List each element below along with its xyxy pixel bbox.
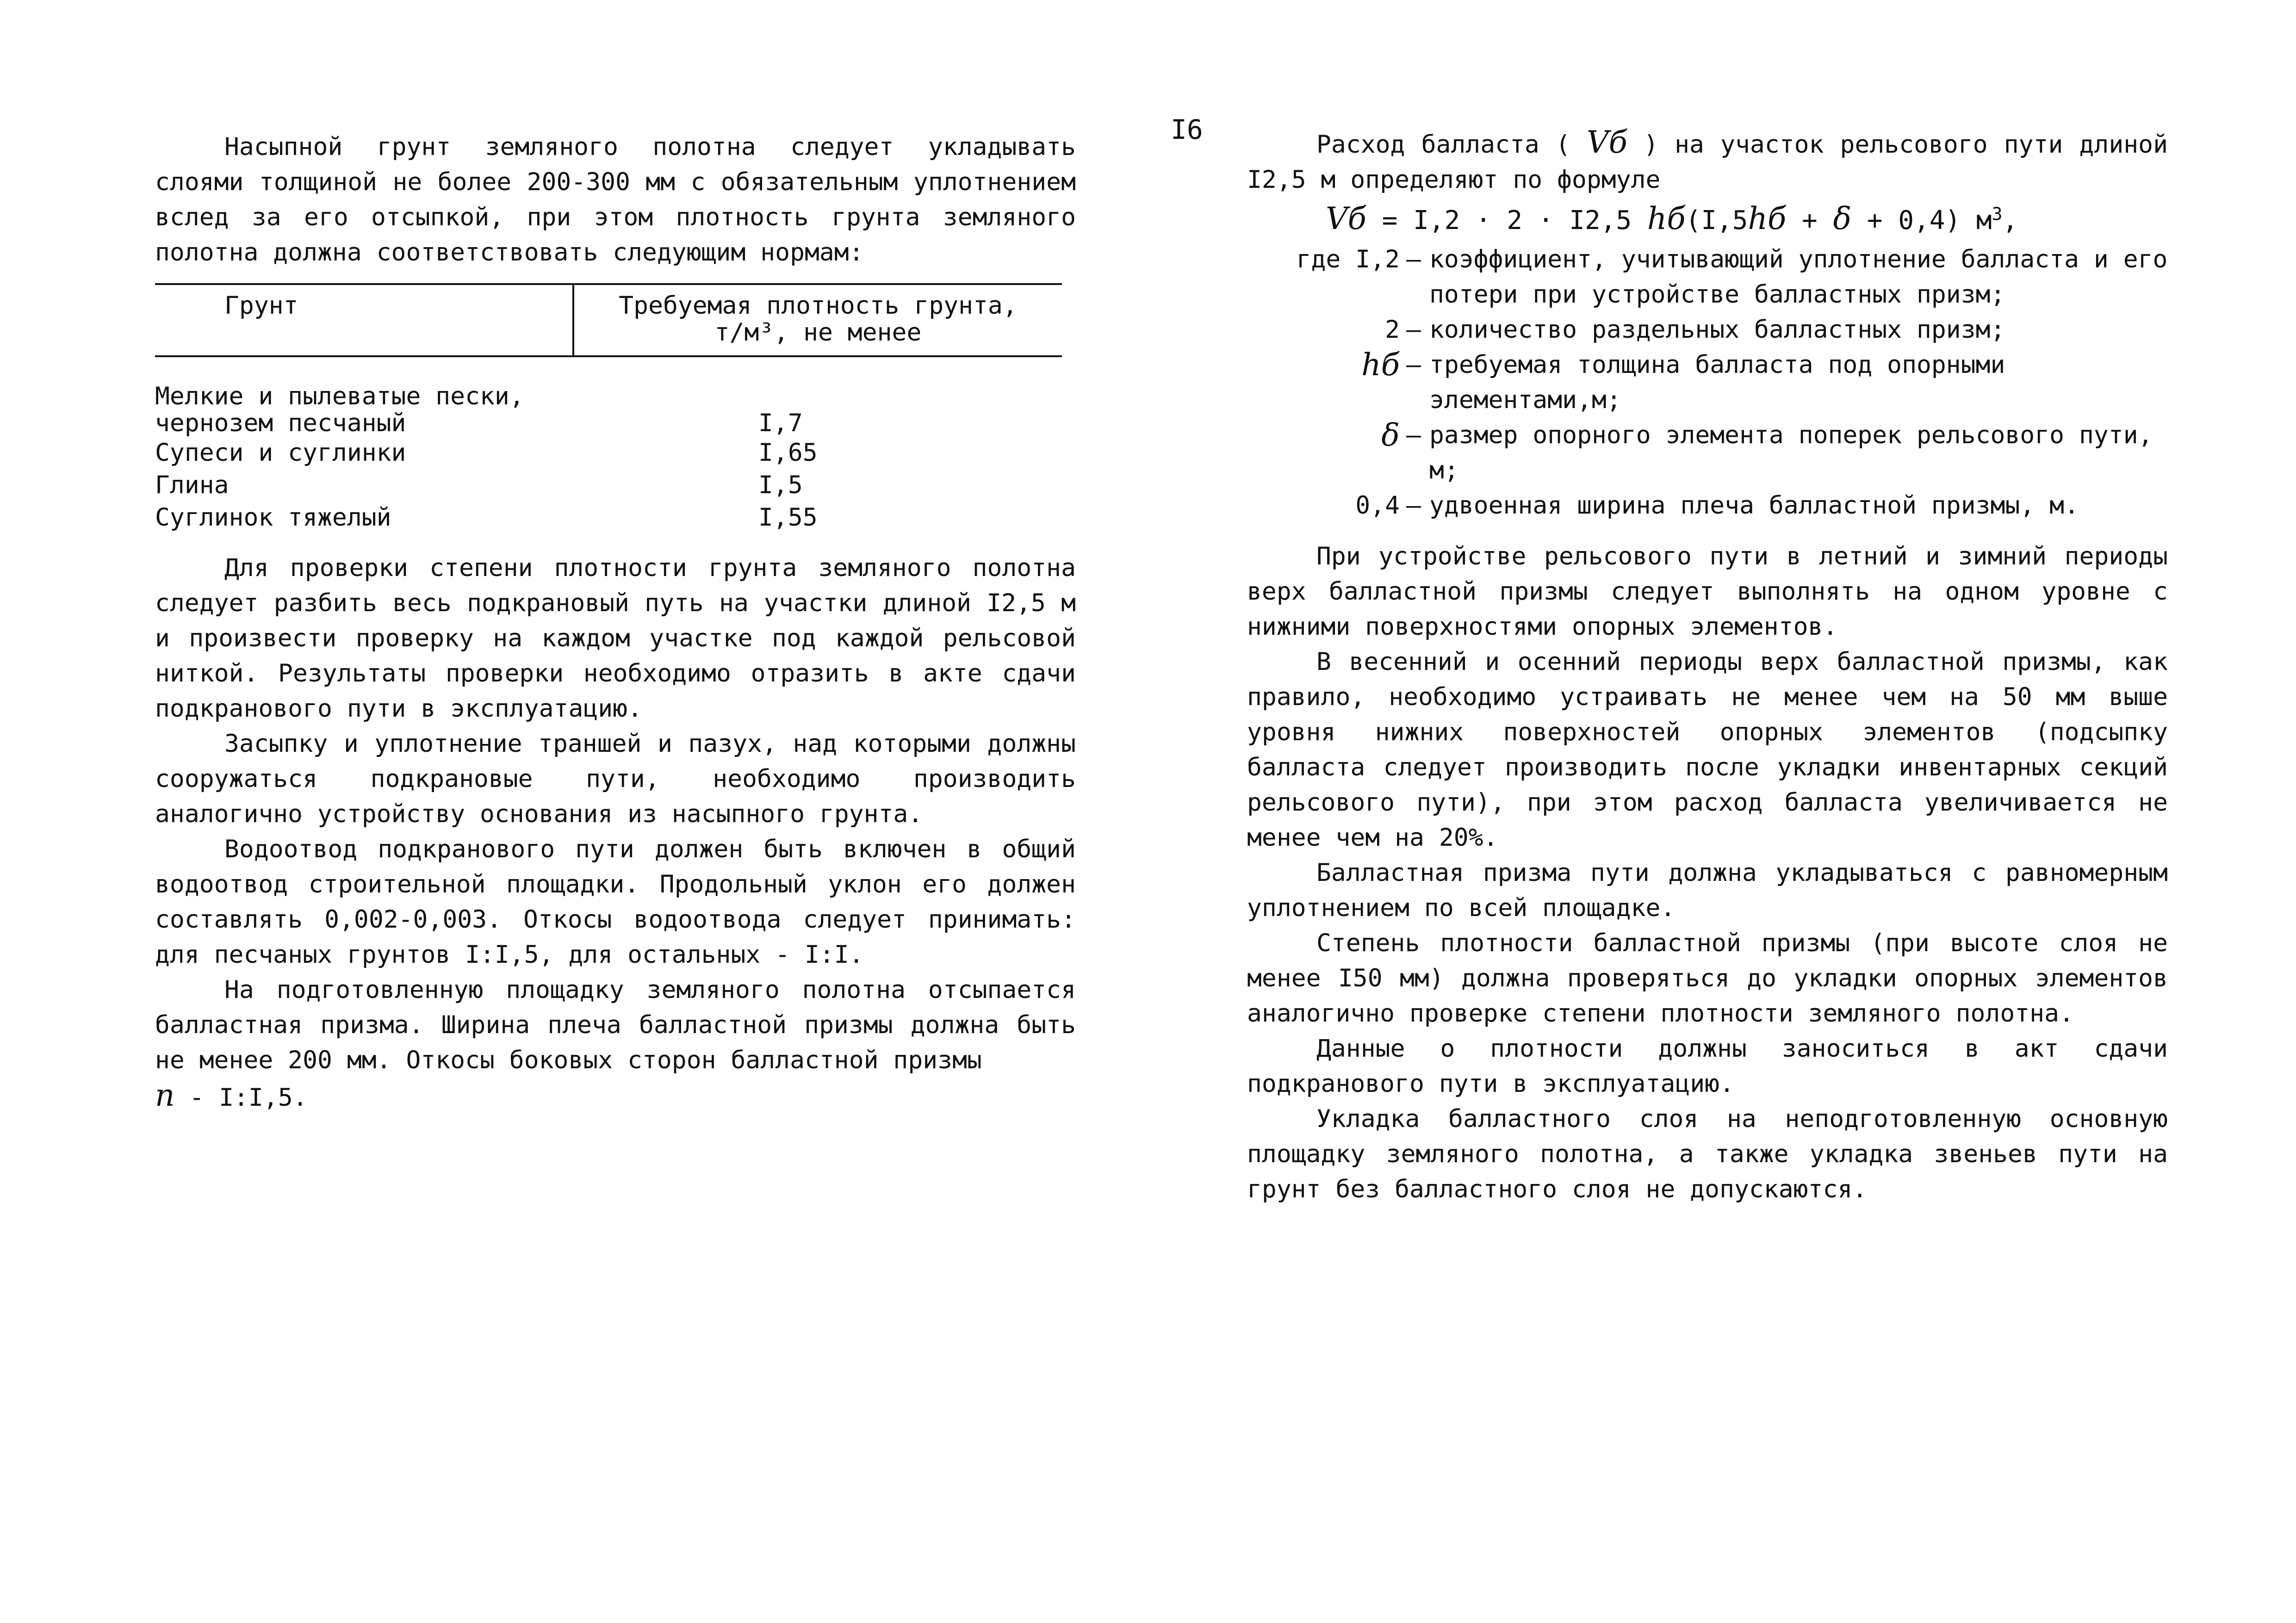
density-value: I,5	[758, 471, 803, 499]
definition-row	[1247, 312, 2168, 347]
paragraph-density-test: Степень плотности балластной призмы (при высоте слоя не менее I50 мм) должна проверяться до укладки опорных элементов аналогично проверке степени плотности земляного полотна.	[1247, 929, 2168, 1028]
definition-symbol: δ	[1381, 417, 1400, 453]
formula-plus: +	[1786, 205, 1833, 235]
header-soil: Грунт	[155, 284, 573, 356]
paragraph-ballast-prism	[155, 973, 1076, 1115]
formula-definitions	[1247, 242, 2168, 523]
formula-end: ,	[2002, 205, 2018, 235]
definition-dash: –	[1406, 421, 1421, 449]
definition-dash: –	[1406, 245, 1421, 273]
paragraph-ballast-consumption	[1247, 125, 2168, 198]
page-number: I6	[1171, 114, 1203, 145]
definition-symbol: hб	[1361, 347, 1400, 383]
spacer	[1247, 523, 2168, 539]
volume-symbol: Vб	[1587, 124, 1627, 160]
formula-lhs: Vб	[1326, 201, 1366, 236]
definition-text: коэффициент, учитывающий уплотнение балласта и его	[1429, 245, 2168, 273]
definition-row	[1247, 418, 2168, 488]
paragraph-compaction: Балластная призма пути должна укладываться с равномерным уплотнением по всей площадке.	[1247, 859, 2168, 922]
header-density-line1: Требуемая плотность грунта,	[619, 291, 1018, 320]
formula-h-symbol: hб	[1748, 201, 1787, 236]
soil-name: Глина	[155, 471, 229, 499]
header-density-line2: т/м³, не менее	[714, 318, 922, 347]
slope-value: - I:I,5.	[174, 1084, 308, 1112]
slope-symbol: n	[155, 1078, 175, 1113]
paragraph-spring-autumn: В весенний и осенний периоды верх балластной призмы, как правило, необходимо устраивать не менее чем на 50 мм выше уровня нижних поверхностей опорных элементов (подсыпку балласта следует производить после укладки инвентарных секций рельсового пути), при этом расход балласта увеличивается не менее чем на 20%.	[1247, 648, 2168, 852]
formula-h-symbol: hб	[1647, 201, 1686, 236]
table-row	[155, 356, 1062, 437]
definition-text: удвоенная ширина плеча балластной призмы, м.	[1429, 491, 2079, 520]
paragraph-density-check: Для проверки степени плотности грунта земляного полотна следует разбить весь подкрановый путь на участки длиной I2,5 м и произвести проверку на каждом участке под каждой рельсовой ниткой. Результаты проверки необходимо отразить в акте сдачи подкранового пути в эксплуатацию.	[155, 554, 1076, 723]
definition-text: требуемая толщина балласта под опорными элементами,м;	[1429, 351, 2005, 414]
definition-dash: –	[1406, 491, 1421, 520]
soil-density-table	[155, 283, 1062, 534]
paragraph-backfill: Засыпку и уплотнение траншей и пазух, над которыми должны сооружаться подкрановые пути, необходимо производить аналогично устройству основания из насыпного грунта.	[155, 730, 1076, 828]
paragraph-summer-winter: При устройстве рельсового пути в летний и зимний периоды верх балластной призмы следует выполнять на одном уровне с нижними поверхностями опорных элементов.	[1247, 542, 2168, 641]
definition-row	[1247, 347, 2168, 418]
soil-name: Суглинок тяжелый	[155, 503, 391, 532]
definition-text: размер опорного элемента поперек рельсового пути, м;	[1429, 421, 2153, 484]
header-density	[573, 284, 1062, 356]
soil-name-line1: Мелкие и пылеватые пески,	[155, 382, 524, 410]
symbol-value: I,2	[1355, 245, 1400, 273]
definition-continuation: потери при устройстве балластных призм;	[1429, 280, 2005, 309]
ballast-formula	[1326, 201, 2168, 238]
paragraph-fill-soil: Насыпной грунт земляного полотна следует укладывать слоями толщиной не более 200-300 мм с обязательным уплотнением вслед за его отсыпкой, при этом плотность грунта земляного полотна должна соответствовать следующим нормам:	[155, 133, 1076, 266]
density-value: I,65	[758, 439, 818, 467]
where-word: где	[1296, 245, 1341, 273]
definition-symbol: 0,4	[1355, 491, 1400, 520]
formula-mid: (I,5	[1685, 205, 1748, 235]
paragraph-prohibition: Укладка балластного слоя на неподготовленную основную площадку земляного полотна, а также укладка звеньев пути на грунт без балластного слоя не допускаются.	[1247, 1105, 2168, 1203]
table-row	[155, 437, 1062, 469]
definition-symbol: 2	[1385, 316, 1400, 344]
definition-dash: –	[1406, 351, 1421, 379]
soil-name-line2: чернозем песчаный	[155, 409, 406, 437]
definition-row	[1247, 488, 2168, 523]
density-value: I,55	[758, 503, 818, 532]
formula-exponent: 3	[1992, 204, 2003, 224]
formula-b-symbol: δ	[1833, 201, 1852, 236]
intro-text-a: Расход балласта (	[1316, 130, 1570, 159]
paragraph-drainage: Водоотвод подкранового пути должен быть включен в общий водоотвод строительной площадки. Продольный уклон его должен составлять 0,002-0,003. Откосы водоотвода следует принимать: для песчаных грунтов I:I,5, для остальных - I:I.	[155, 835, 1076, 969]
intro-text-b: ) на участок рельсового пути длиной I2,5 м определяют по формуле	[1247, 130, 2168, 194]
right-page	[1247, 125, 2168, 1207]
definition-text: количество раздельных балластных призм;	[1429, 316, 2005, 344]
table-row	[155, 502, 1062, 534]
table-row	[155, 469, 1062, 502]
formula-coefficients: = I,2 · 2 · I2,5	[1366, 205, 1647, 235]
soil-name	[155, 356, 573, 437]
definition-dash: –	[1406, 316, 1421, 344]
paragraph-act-record: Данные о плотности должны заноситься в акт сдачи подкранового пути в эксплуатацию.	[1247, 1035, 2168, 1098]
definition-symbol	[1247, 242, 1406, 277]
density-value: I,7	[758, 409, 803, 437]
table-header-row	[155, 284, 1062, 356]
ballast-prism-text: На подготовленную площадку земляного полотна отсыпается балластная призма. Ширина плеча балластной призмы должна быть не менее 200 мм. Откосы боковых сторон балластной призмы	[155, 976, 1076, 1074]
definition-row	[1247, 242, 2168, 277]
left-page	[155, 130, 1076, 1115]
formula-tail: + 0,4) м	[1851, 205, 1992, 235]
soil-name: Супеси и суглинки	[155, 439, 406, 467]
